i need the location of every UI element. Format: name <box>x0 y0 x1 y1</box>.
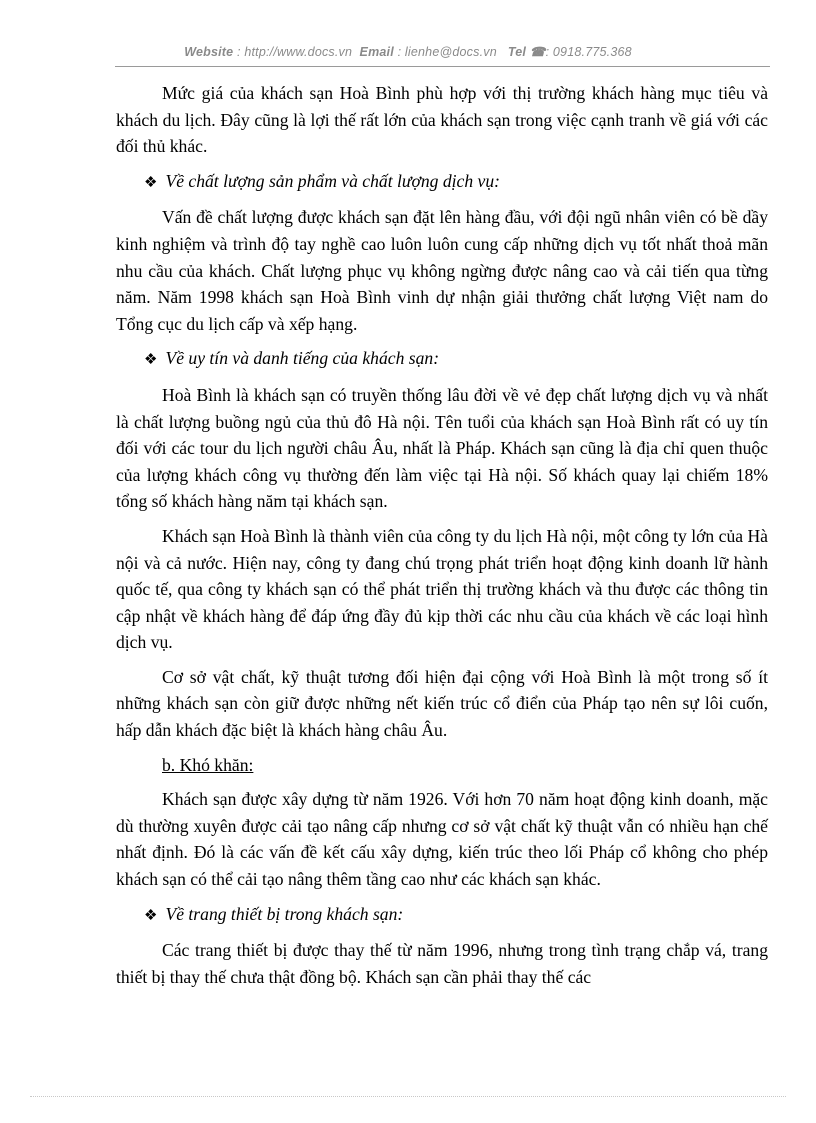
paragraph-construction: Khách sạn được xây dựng từ năm 1926. Với hơn 70 năm hoạt động kinh doanh, mặc dù thường xuyên được cải tạo nâng cấp nhưng cơ sở vật chất kỹ thuật vẫn có nhiều hạn chế nhất định. Đó là các vấn đề kết cấu xây dựng, kiến trúc theo lối Pháp cổ không cho phép khách sạn có thể cải tạo nâng thêm tầng cao như các khách sạn khác. <box>116 789 768 890</box>
section-difficulties-title: b. Khó khăn: <box>162 754 254 775</box>
phone-icon: ☎ <box>529 45 546 59</box>
website-value[interactable]: : http://www.docs.vn <box>237 45 353 59</box>
diamond-bullet-icon: ❖ <box>144 174 158 191</box>
page-header <box>0 44 816 59</box>
email-label: Email <box>359 45 394 59</box>
subheading-quality <box>144 168 768 197</box>
email-value[interactable]: : lienhe@docs.vn <box>397 45 497 59</box>
footer-divider <box>30 1096 786 1097</box>
subheading-reputation <box>144 345 768 374</box>
header-divider <box>115 66 770 67</box>
tel-value: : 0918.775.368 <box>545 45 632 59</box>
diamond-bullet-icon: ❖ <box>144 907 158 924</box>
document-body <box>116 80 768 998</box>
website-label: Website <box>184 45 234 59</box>
subheading-quality-text: Về chất lượng sản phẩm và chất lượng dịch vụ: <box>165 170 501 191</box>
paragraph-facilities: Cơ sở vật chất, kỹ thuật tương đối hiện đại cộng với Hoà Bình là một trong số ít những khách sạn còn giữ được những nết kiến trúc cổ điển của Pháp tạo nên sự lôi cuốn, hấp dẫn khách đặc biệt là khách hàng châu Âu. <box>116 666 768 741</box>
paragraph-member: Khách sạn Hoà Bình là thành viên của công ty du lịch Hà nội, một công ty lớn của Hà nội và cả nước. Hiện nay, công ty đang chú trọng phát triển hoạt động kinh doanh lữ hành quốc tế, qua công ty khách sạn có thể phát triển thị trường khách và thu được các thông tin cập nhật về khách hàng để đáp ứng đầy đủ kịp thời các nhu cầu của khách về các loại hình dịch vụ. <box>116 525 768 653</box>
subheading-equipment <box>144 901 768 930</box>
subheading-equipment-text: Về trang thiết bị trong khách sạn: <box>165 903 404 924</box>
subheading-reputation-text: Về uy tín và danh tiếng của khách sạn: <box>165 348 440 369</box>
paragraph-quality: Vấn đề chất lượng được khách sạn đặt lên hàng đầu, với đội ngũ nhân viên có bề dầy kinh nghiệm và trình độ tay nghề cao luôn luôn cung cấp những dịch vụ tốt nhất thoả mãn nhu cầu của khách. Chất lượng phục vụ không ngừng được nâng cao và cải tiến qua từng năm. Năm 1998 khách sạn Hoà Bình vinh dự nhận giải thưởng chất lượng Việt nam do Tổng cục du lịch cấp và xếp hạng. <box>116 207 768 334</box>
diamond-bullet-icon: ❖ <box>144 352 158 369</box>
paragraph-equipment: Các trang thiết bị được thay thế từ năm 1996, nhưng trong tình trạng chắp vá, trang thiết bị thay thế chưa thật đồng bộ. Khách sạn cần phải thay thế các <box>116 940 768 987</box>
paragraph-reputation: Hoà Bình là khách sạn có truyền thống lâu đời về vẻ đẹp chất lượng dịch vụ và nhất là chất lượng buồng ngủ của thủ đô Hà nội. Tên tuổi của khách sạn Hoà Bình rất có uy tín đối với các tour du lịch người châu Âu, nhất là Pháp. Khách sạn cũng là địa chỉ quen thuộc của lượng khách công vụ thường đến làm việc tại Hà nội. Số khách quay lại chiếm 18% tổng số khách hàng năm tại khách sạn. <box>116 384 768 512</box>
tel-label: Tel <box>507 45 527 59</box>
section-difficulties <box>162 752 768 779</box>
paragraph-price: Mức giá của khách sạn Hoà Bình phù hợp với thị trường khách hàng mục tiêu và khách du lịch. Đây cũng là lợi thế rất lớn của khách sạn trong việc cạnh tranh về giá với các đối thủ khác. <box>116 83 768 157</box>
